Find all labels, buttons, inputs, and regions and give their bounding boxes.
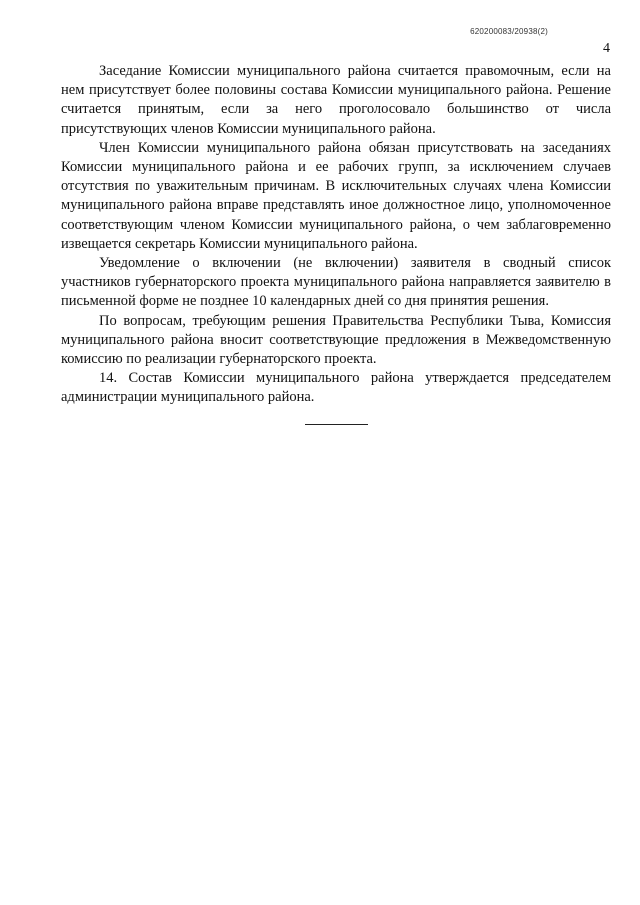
paragraph-quorum: Заседание Комиссии муниципального района считается правомочным, если на нем присутствует более половины состава Комиссии муниципального района. Решение считается принятым, если за него проголосовало большинство от числа присутствующих членов Комиссии муниципального района.	[61, 63, 611, 137]
paragraph-government-proposals: По вопросам, требующим решения Правительства Республики Тыва, Комиссия муниципального района вносит соответствующие предложения в Межведомственную комиссию по реализации губернаторского проекта.	[61, 312, 611, 368]
paragraph-member-attendance: Член Комиссии муниципального района обязан присутствовать на заседаниях Комиссии муниципального района и ее рабочих групп, за исключением случаев отсутствия по уважительным причинам. В исключительных случаях члена Комиссии муниципального района вправе представлять иное должностное лицо, уполномоченное соответствующим членом Комиссии муниципального района, о чем заблаговременно извещается секретарь Комиссии муниципального района.	[61, 139, 611, 252]
document-body	[61, 62, 611, 408]
page-number: 4	[603, 41, 610, 56]
paragraph-commission-composition: 14. Состав Комиссии муниципального района утверждается председателем администрации муниципального района.	[61, 370, 611, 406]
end-of-document-divider	[305, 424, 368, 425]
paragraph-notification: Уведомление о включении (не включении) заявителя в сводный список участников губернаторского проекта муниципального района направляется заявителю в письменной форме не позднее 10 календарных дней со дня принятия решения.	[61, 255, 611, 310]
document-registration-code: 620200083/20938(2)	[470, 27, 548, 36]
